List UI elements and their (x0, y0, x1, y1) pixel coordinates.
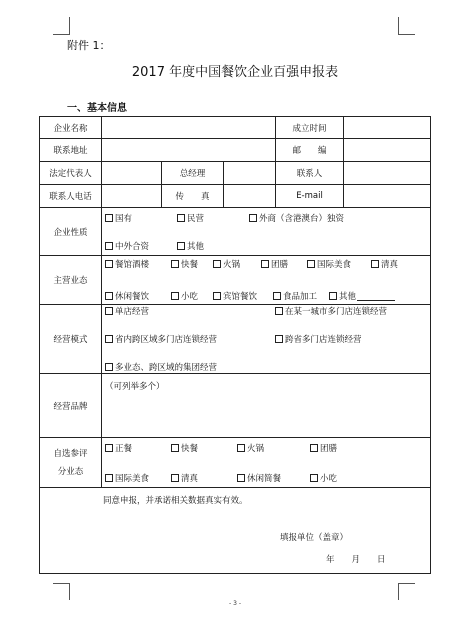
table-row (40, 185, 431, 208)
brand-label: 经营品牌 (40, 374, 102, 438)
selfselect-label: 自选参评 分业态 (40, 438, 102, 488)
checkbox-icon (105, 292, 113, 300)
page-number: - 3 - (229, 600, 241, 607)
checkbox-icon (237, 444, 245, 452)
checkbox-icon (371, 260, 379, 268)
checkbox-icon (171, 292, 179, 300)
contact-person-field[interactable] (344, 162, 431, 185)
checkbox-icon (261, 260, 269, 268)
table-row (40, 438, 431, 488)
checkbox-icon (213, 292, 221, 300)
agreement-text: 同意申报，并承诺相关数据真实有效。 (103, 496, 248, 506)
brand-field[interactable] (102, 374, 431, 438)
checkbox-icon (273, 292, 281, 300)
mode-options (102, 305, 431, 374)
attachment-label: 附件 1： (67, 39, 111, 52)
business-options (102, 256, 431, 305)
business-option-catering[interactable]: 团膳 (261, 258, 307, 270)
checkbox-icon (307, 260, 315, 268)
nature-option-foreign[interactable]: 外商（含港澳台）独资 (249, 212, 344, 224)
nature-option-other[interactable]: 其他 (177, 240, 204, 252)
nature-option-joint[interactable]: 中外合资 (105, 240, 177, 252)
date-line: 年 月 日 (326, 555, 386, 565)
checkbox-icon (177, 242, 185, 250)
checkbox-icon (213, 260, 221, 268)
application-form-table (39, 116, 431, 574)
selfselect-option-catering[interactable]: 团膳 (310, 442, 337, 454)
table-row (40, 162, 431, 185)
business-option-international[interactable]: 国际美食 (307, 258, 371, 270)
contact-phone-field[interactable] (102, 185, 162, 208)
contact-person-label: 联系人 (276, 162, 344, 185)
table-row (40, 256, 431, 305)
checkbox-icon (105, 474, 113, 482)
section-heading: 一、基本信息 (67, 103, 127, 114)
checkbox-icon (275, 335, 283, 343)
crop-mark-top-right (398, 17, 415, 35)
email-label: E-mail (276, 185, 344, 208)
checkbox-icon (177, 214, 185, 222)
selfselect-option-halal[interactable]: 清真 (171, 472, 237, 484)
selfselect-options (102, 438, 431, 488)
checkbox-icon (310, 474, 318, 482)
address-label: 联系地址 (40, 139, 102, 162)
business-option-hotpot[interactable]: 火锅 (213, 258, 261, 270)
checkbox-icon (310, 444, 318, 452)
mode-option-city-chain[interactable]: 在某一城市多门店连锁经营 (275, 305, 387, 317)
contact-phone-label: 联系人电话 (40, 185, 102, 208)
selfselect-option-fastfood[interactable]: 快餐 (171, 442, 237, 454)
crop-mark-bottom-left (53, 583, 70, 600)
postcode-field[interactable] (344, 139, 431, 162)
crop-mark-bottom-right (398, 583, 415, 600)
fax-label: 传 真 (162, 185, 224, 208)
company-name-field[interactable] (102, 117, 276, 139)
checkbox-icon (275, 307, 283, 315)
checkbox-icon (249, 214, 257, 222)
table-row (40, 374, 431, 438)
checkbox-icon (237, 474, 245, 482)
legal-rep-field[interactable] (102, 162, 162, 185)
founded-time-label: 成立时间 (276, 117, 344, 139)
business-label: 主营业态 (40, 256, 102, 305)
checkbox-icon (171, 444, 179, 452)
business-option-hotel[interactable]: 宾馆餐饮 (213, 290, 273, 302)
table-row (40, 488, 431, 574)
checkbox-icon (329, 292, 337, 300)
business-option-snack[interactable]: 小吃 (171, 290, 213, 302)
selfselect-option-casual[interactable]: 休闲简餐 (237, 472, 310, 484)
checkbox-icon (105, 307, 113, 315)
legal-rep-label: 法定代表人 (40, 162, 102, 185)
mode-option-province-chain[interactable]: 省内跨区域多门店连锁经营 (105, 333, 275, 345)
business-option-halal[interactable]: 清真 (371, 258, 398, 270)
declaration-cell (40, 488, 431, 574)
company-name-label: 企业名称 (40, 117, 102, 139)
checkbox-icon (105, 242, 113, 250)
checkbox-icon (171, 260, 179, 268)
nature-option-private[interactable]: 民营 (177, 212, 249, 224)
business-option-other[interactable]: 其他 (329, 290, 395, 302)
page-title: 2017 年度中国餐饮企业百强申报表 (131, 65, 339, 80)
fax-field[interactable] (224, 185, 276, 208)
other-underline[interactable] (357, 291, 395, 301)
brand-hint: （可列举多个） (105, 382, 165, 392)
selfselect-option-hotpot[interactable]: 火锅 (237, 442, 310, 454)
business-option-food-processing[interactable]: 食品加工 (273, 290, 329, 302)
filling-unit-label: 填报单位（盖章） (280, 533, 349, 543)
general-manager-field[interactable] (224, 162, 276, 185)
selfselect-option-formal[interactable]: 正餐 (105, 442, 171, 454)
checkbox-icon (171, 474, 179, 482)
checkbox-icon (105, 444, 113, 452)
table-row (40, 139, 431, 162)
crop-mark-top-left (53, 17, 70, 35)
mode-label: 经营模式 (40, 305, 102, 374)
postcode-label: 邮 编 (276, 139, 344, 162)
table-row (40, 208, 431, 256)
table-row (40, 305, 431, 374)
mode-option-single[interactable]: 单店经营 (105, 305, 275, 317)
business-option-fastfood[interactable]: 快餐 (171, 258, 213, 270)
nature-options (102, 208, 431, 256)
business-option-casual[interactable]: 休闲餐饮 (105, 290, 171, 302)
founded-time-field[interactable] (344, 117, 431, 139)
mode-option-cross-province[interactable]: 跨省多门店连锁经营 (275, 333, 362, 345)
nature-option-state[interactable]: 国有 (105, 212, 177, 224)
selfselect-option-snack[interactable]: 小吃 (310, 472, 337, 484)
email-field[interactable] (344, 185, 431, 208)
mode-option-group[interactable]: 多业态、跨区域的集团经营 (105, 361, 217, 373)
table-row (40, 117, 431, 139)
checkbox-icon (105, 335, 113, 343)
selfselect-option-international[interactable]: 国际美食 (105, 472, 171, 484)
checkbox-icon (105, 214, 113, 222)
address-field[interactable] (102, 139, 276, 162)
checkbox-icon (105, 260, 113, 268)
business-option-restaurant[interactable]: 餐馆酒楼 (105, 258, 171, 270)
checkbox-icon (105, 363, 113, 371)
nature-label: 企业性质 (40, 208, 102, 256)
general-manager-label: 总经理 (162, 162, 224, 185)
